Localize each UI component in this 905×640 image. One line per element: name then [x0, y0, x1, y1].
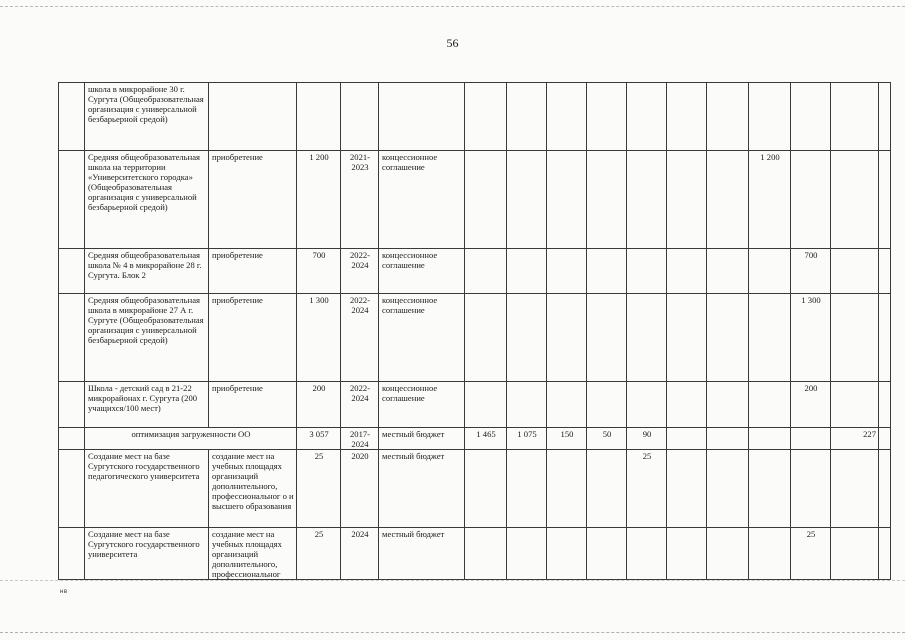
- year-value: [707, 83, 749, 151]
- year-value: [749, 450, 791, 528]
- object-type: приобретение: [209, 294, 297, 382]
- year-value: [465, 382, 507, 428]
- object-period: 2022-2024: [341, 249, 379, 294]
- year-value: [831, 249, 879, 294]
- object-capacity: 25: [297, 528, 341, 580]
- year-value: 25: [627, 450, 667, 528]
- year-value: [791, 151, 831, 249]
- year-value: [627, 151, 667, 249]
- year-value: [707, 428, 749, 450]
- year-value: [831, 528, 879, 580]
- year-value: [465, 450, 507, 528]
- object-name: Создание мест на базе Сургутского государственного университета: [85, 528, 209, 580]
- year-value: [879, 382, 891, 428]
- year-value: [627, 382, 667, 428]
- page-number: 56: [446, 36, 459, 50]
- object-period: [341, 83, 379, 151]
- year-value: [587, 249, 627, 294]
- row-index-cell: [59, 83, 85, 151]
- capacity-table: [58, 82, 891, 580]
- summary-name: оптимизация загруженности ОО: [85, 428, 297, 450]
- year-value: [879, 249, 891, 294]
- year-value: [667, 450, 707, 528]
- year-value: [667, 428, 707, 450]
- year-value: [587, 294, 627, 382]
- year-value: [507, 528, 547, 580]
- year-value: [627, 83, 667, 151]
- year-value: [667, 151, 707, 249]
- year-value: [587, 151, 627, 249]
- object-mechanism: местный бюджет: [379, 450, 465, 528]
- year-value: [507, 382, 547, 428]
- object-period: 2020: [341, 450, 379, 528]
- table-row: [59, 83, 891, 151]
- table-row-summary: [59, 428, 891, 450]
- object-capacity: 1 200: [297, 151, 341, 249]
- year-value: 25: [791, 528, 831, 580]
- object-capacity: 700: [297, 249, 341, 294]
- year-value: [547, 249, 587, 294]
- year-value: [791, 428, 831, 450]
- object-capacity: 3 057: [297, 428, 341, 450]
- year-value: [547, 382, 587, 428]
- object-name: Средняя общеобразовательная школа в микрорайоне 27 А г. Сургуте (Общеобразовательная организация с универсальной безбарьерной средой): [85, 294, 209, 382]
- object-type: приобретение: [209, 151, 297, 249]
- year-value: [707, 382, 749, 428]
- year-value: [667, 528, 707, 580]
- object-type: приобретение: [209, 249, 297, 294]
- year-value: [749, 294, 791, 382]
- year-value: 1 200: [749, 151, 791, 249]
- object-type: создание мест на учебных площадях организаций дополнительного, профессиональног: [209, 528, 297, 580]
- row-index-cell: [59, 428, 85, 450]
- object-name: Средняя общеобразовательная школа № 4 в микрорайоне 28 г. Сургута. Блок 2: [85, 249, 209, 294]
- year-value: [831, 151, 879, 249]
- object-name: школа в микрорайоне 30 г. Сургута (Общеобразовательная организация с универсальной безбарьерной средой): [85, 83, 209, 151]
- object-period: 2017-2024: [341, 428, 379, 450]
- row-index-cell: [59, 249, 85, 294]
- year-value: [587, 83, 627, 151]
- year-value: 1 300: [791, 294, 831, 382]
- object-type: приобретение: [209, 382, 297, 428]
- row-index-cell: [59, 151, 85, 249]
- year-value: [547, 83, 587, 151]
- year-value: [507, 151, 547, 249]
- year-value: 90: [627, 428, 667, 450]
- object-type: [209, 83, 297, 151]
- year-value: [749, 382, 791, 428]
- year-value: [749, 528, 791, 580]
- year-value: [465, 83, 507, 151]
- year-value: [465, 249, 507, 294]
- year-value: [707, 294, 749, 382]
- year-value: 1 465: [465, 428, 507, 450]
- year-value: [707, 151, 749, 249]
- year-value: [831, 382, 879, 428]
- year-value: [507, 450, 547, 528]
- year-value: [587, 382, 627, 428]
- table-row: [59, 249, 891, 294]
- year-value: [791, 83, 831, 151]
- year-value: [507, 249, 547, 294]
- object-name: Средняя общеобразовательная школа на территории «Университетского городка» (Общеобразовательная организация с универсальной безбарьерной средой): [85, 151, 209, 249]
- year-value: [831, 83, 879, 151]
- footer-mark: нв: [60, 589, 68, 595]
- scan-edge-lower: [0, 580, 905, 581]
- table-row: [59, 450, 891, 528]
- year-value: [587, 450, 627, 528]
- year-value: [507, 294, 547, 382]
- year-value: [879, 294, 891, 382]
- year-value: [667, 294, 707, 382]
- row-index-cell: [59, 528, 85, 580]
- year-value: [587, 528, 627, 580]
- object-capacity: 200: [297, 382, 341, 428]
- row-index-cell: [59, 294, 85, 382]
- year-value: [667, 83, 707, 151]
- year-value: [879, 428, 891, 450]
- year-value: [749, 83, 791, 151]
- year-value: [465, 528, 507, 580]
- year-value: [547, 294, 587, 382]
- object-type: создание мест на учебных площадях организаций дополнительного, профессиональног о и высшего образования: [209, 450, 297, 528]
- object-mechanism: концессионное соглашение: [379, 151, 465, 249]
- object-name: Школа - детский сад в 21-22 микрорайонах г. Сургута (200 учащихся/100 мест): [85, 382, 209, 428]
- year-value: [667, 249, 707, 294]
- object-name: Создание мест на базе Сургутского государственного педагогического университета: [85, 450, 209, 528]
- table-row: [59, 151, 891, 249]
- year-value: 50: [587, 428, 627, 450]
- year-value: 227: [831, 428, 879, 450]
- year-value: [547, 450, 587, 528]
- year-value: [749, 428, 791, 450]
- year-value: [627, 294, 667, 382]
- object-mechanism: концессионное соглашение: [379, 382, 465, 428]
- year-value: [879, 528, 891, 580]
- object-period: 2024: [341, 528, 379, 580]
- table-row: [59, 528, 891, 580]
- year-value: [791, 450, 831, 528]
- table-row: [59, 382, 891, 428]
- year-value: [465, 294, 507, 382]
- object-capacity: [297, 83, 341, 151]
- object-mechanism: концессионное соглашение: [379, 294, 465, 382]
- year-value: [707, 450, 749, 528]
- year-value: 700: [791, 249, 831, 294]
- year-value: [879, 151, 891, 249]
- year-value: [507, 83, 547, 151]
- row-index-cell: [59, 450, 85, 528]
- year-value: [627, 528, 667, 580]
- object-period: 2021-2023: [341, 151, 379, 249]
- year-value: 200: [791, 382, 831, 428]
- year-value: [465, 151, 507, 249]
- table-row: [59, 294, 891, 382]
- scan-edge-bottom: [0, 632, 905, 633]
- year-value: [627, 249, 667, 294]
- scan-edge-top: [0, 6, 905, 7]
- year-value: [879, 450, 891, 528]
- year-value: [749, 249, 791, 294]
- year-value: [831, 450, 879, 528]
- year-value: 150: [547, 428, 587, 450]
- object-mechanism: концессионное соглашение: [379, 249, 465, 294]
- object-mechanism: [379, 83, 465, 151]
- year-value: [707, 528, 749, 580]
- year-value: [667, 382, 707, 428]
- year-value: [831, 294, 879, 382]
- year-value: [547, 151, 587, 249]
- object-mechanism: местный бюджет: [379, 428, 465, 450]
- object-capacity: 25: [297, 450, 341, 528]
- object-capacity: 1 300: [297, 294, 341, 382]
- object-period: 2022-2024: [341, 294, 379, 382]
- year-value: [707, 249, 749, 294]
- object-mechanism: местный бюджет: [379, 528, 465, 580]
- row-index-cell: [59, 382, 85, 428]
- year-value: [547, 528, 587, 580]
- year-value: [879, 83, 891, 151]
- year-value: 1 075: [507, 428, 547, 450]
- object-period: 2022-2024: [341, 382, 379, 428]
